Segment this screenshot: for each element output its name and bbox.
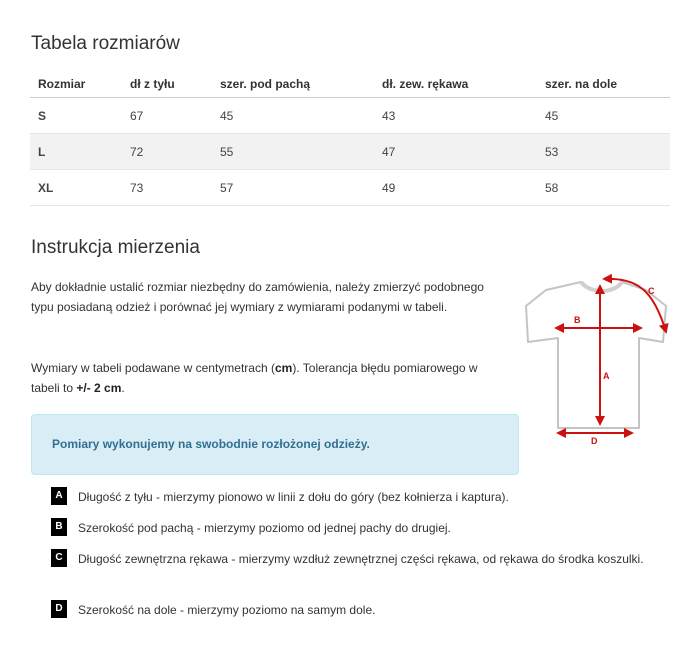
intro-paragraph: Aby dokładnie ustalić rozmiar niezbędny do zamówienia, należy zmierzyć podobnego typu posiadaną odzież i porównać jej wymiary z wymiarami podanymi w tabeli. [31, 280, 484, 314]
cell-size: XL [30, 170, 122, 206]
header-back-length: dł z tyłu [122, 70, 212, 98]
unit-cm: cm [274, 361, 293, 375]
cell-size: S [30, 98, 122, 134]
units-text-2: ). Tolerancja błędu pomiarowego w tabeli to [31, 361, 478, 395]
header-size: Rozmiar [30, 70, 122, 98]
cell-bottom-width: 58 [537, 170, 670, 206]
cell-back-length: 72 [122, 134, 212, 170]
cell-chest-width: 45 [212, 98, 374, 134]
label-b: B [574, 315, 581, 325]
cell-chest-width: 57 [212, 170, 374, 206]
table-row [30, 98, 670, 134]
cell-sleeve-length: 43 [374, 98, 537, 134]
size-table-header-row [30, 70, 670, 98]
cell-back-length: 73 [122, 170, 212, 206]
step-text: Długość z tyłu - mierzymy pionowo w linii z dołu do góry (bez kołnierza i kaptura). [78, 490, 509, 504]
step-badge-b: B [51, 518, 67, 536]
step-text: Szerokość pod pachą - mierzymy poziomo od jednej pachy do drugiej. [78, 521, 451, 535]
tolerance-value: +/- 2 cm [76, 381, 122, 395]
size-table-title: Tabela rozmiarów [31, 33, 180, 54]
units-text-3: . [121, 381, 125, 395]
cell-bottom-width: 45 [537, 98, 670, 134]
header-chest-width: szer. pod pachą [212, 70, 374, 98]
step-badge-a: A [51, 487, 67, 505]
units-paragraph [31, 358, 481, 398]
tshirt-outline [526, 282, 666, 428]
table-row [30, 170, 670, 206]
units-text-1: Wymiary w tabeli podawane w centymetrach ( [31, 361, 275, 375]
info-callout [31, 414, 519, 475]
header-bottom-width: szer. na dole [537, 70, 670, 98]
cell-back-length: 67 [122, 98, 212, 134]
cell-bottom-width: 53 [537, 134, 670, 170]
header-sleeve-length: dł. zew. rękawa [374, 70, 537, 98]
step-badge-c: C [51, 549, 67, 567]
label-a: A [603, 371, 610, 381]
table-row [30, 134, 670, 170]
instructions-title: Instrukcja mierzenia [31, 237, 200, 258]
callout-text: Pomiary wykonujemy na swobodnie rozłożonej odzieży. [52, 437, 370, 451]
cell-size: L [30, 134, 122, 170]
step-text: Szerokość na dole - mierzymy poziomo na samym dole. [78, 603, 376, 617]
cell-sleeve-length: 47 [374, 134, 537, 170]
label-d: D [591, 436, 598, 446]
step-text: Długość zewnętrzna rękawa - mierzymy wzdłuż zewnętrznej części rękawa, od rękawa do środka koszulki. [78, 552, 644, 566]
cell-chest-width: 55 [212, 134, 374, 170]
label-c: C [648, 286, 655, 296]
cell-sleeve-length: 49 [374, 170, 537, 206]
step-badge-d: D [51, 600, 67, 618]
tshirt-measurement-icon [518, 270, 678, 448]
size-table [30, 70, 670, 206]
